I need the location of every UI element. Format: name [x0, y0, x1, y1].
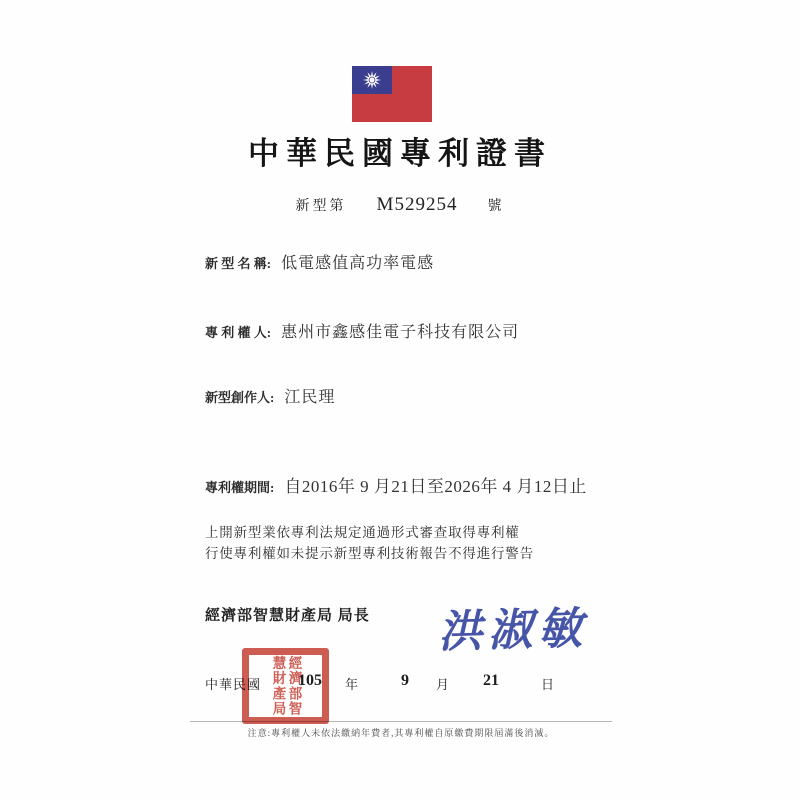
- field-label: 新型創作人:: [205, 390, 275, 405]
- field-value: 自2016年 9 月21日至2026年 4 月12日止: [284, 477, 587, 496]
- official-seal: [242, 648, 329, 724]
- patent-number-prefix: 新型第: [295, 199, 347, 214]
- official-seal-text: 經濟部智慧財產局: [270, 655, 302, 717]
- date-era: 中華民國: [205, 677, 262, 692]
- patent-number-suffix: 號: [487, 199, 505, 214]
- field-value: 惠州市鑫感佳電子科技有限公司: [281, 324, 520, 341]
- statutory-notice: [205, 522, 534, 564]
- taiwan-flag-icon: [352, 66, 432, 122]
- field-patent-term: [205, 472, 587, 497]
- director-signature: 洪淑敏: [437, 604, 589, 657]
- patent-number-line: [0, 194, 800, 216]
- field-model-name: [205, 250, 434, 273]
- field-creator: [205, 384, 335, 407]
- footnote-text: 注意:專利權人未依法繳納年費者,其專利權自原繳費期限屆滿後消滅。: [247, 728, 555, 738]
- issuer-title: 經濟部智慧財產局 局長: [205, 608, 370, 624]
- field-label: 新 型 名 稱:: [205, 256, 272, 271]
- patent-number-value: M529254: [376, 194, 458, 215]
- date-year: 105: [298, 672, 322, 689]
- field-patentee: [205, 319, 519, 342]
- date-day-unit: 日: [541, 677, 555, 692]
- notice-line-1: 上開新型業依專利法規定通過形式審查取得專利權: [205, 525, 520, 540]
- certificate-title: 中華民國專利證書: [248, 136, 552, 171]
- field-value: 江民理: [284, 389, 336, 406]
- date-year-unit: 年: [345, 677, 359, 692]
- date-month: 9: [401, 672, 409, 689]
- date-month-unit: 月: [436, 677, 450, 692]
- field-label: 專 利 權 人:: [205, 325, 272, 340]
- date-day: 21: [483, 672, 499, 689]
- field-label: 專利權期間:: [205, 480, 275, 495]
- field-value: 低電感值高功率電感: [281, 255, 435, 272]
- notice-line-2: 行使專利權如未提示新型專利技術報告不得進行警告: [205, 546, 534, 561]
- taiwan-flag-svg: [352, 66, 432, 122]
